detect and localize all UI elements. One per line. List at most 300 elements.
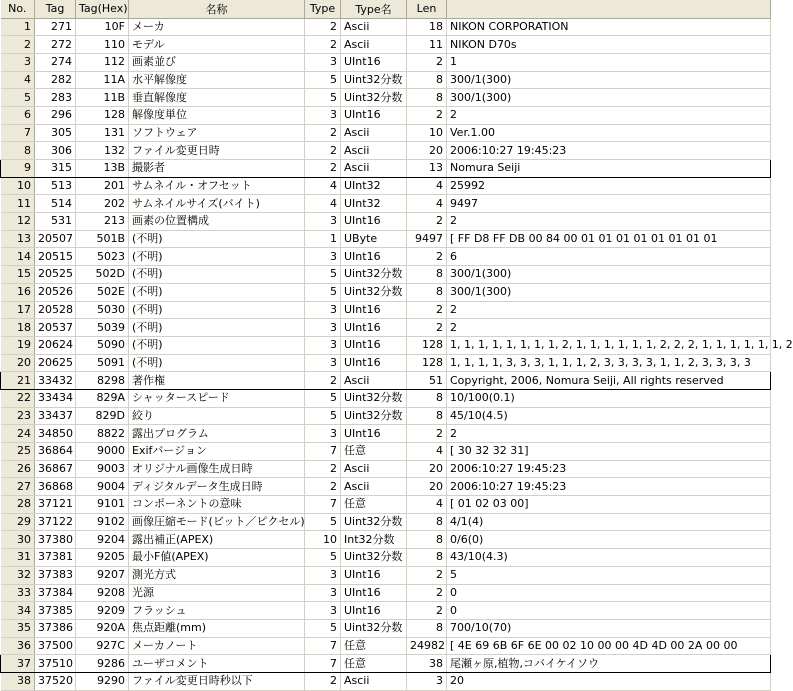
cell-tag: 37384 xyxy=(35,584,76,602)
cell-type: 5 xyxy=(305,266,341,284)
cell-tag: 34850 xyxy=(35,425,76,443)
table-row[interactable] xyxy=(1,336,771,354)
cell-type: 3 xyxy=(305,584,341,602)
cell-type-name: Ascii xyxy=(341,124,407,142)
cell-no: 30 xyxy=(1,531,35,549)
cell-len: 8 xyxy=(407,266,447,284)
cell-type: 3 xyxy=(305,213,341,231)
cell-tag: 36867 xyxy=(35,460,76,478)
cell-type-name: Uint32分数 xyxy=(341,71,407,89)
cell-tag: 20515 xyxy=(35,248,76,266)
cell-value: 0/6(0) xyxy=(447,531,771,549)
cell-len: 8 xyxy=(407,549,447,567)
cell-type: 5 xyxy=(305,513,341,531)
cell-value: Nomura Seiji xyxy=(447,160,771,178)
cell-type-name: Uint32分数 xyxy=(341,513,407,531)
cell-type: 3 xyxy=(305,106,341,124)
cell-no: 1 xyxy=(1,18,35,36)
cell-len: 8 xyxy=(407,407,447,425)
cell-name: メーカ xyxy=(129,18,305,36)
cell-name: (不明) xyxy=(129,319,305,337)
cell-tag-hex: 9004 xyxy=(76,478,129,496)
cell-tag-hex: 501B xyxy=(76,230,129,248)
column-header-type-name[interactable]: Type名 xyxy=(341,0,407,18)
cell-name: ファイル変更日時 xyxy=(129,142,305,160)
cell-tag-hex: 9204 xyxy=(76,531,129,549)
cell-len: 3 xyxy=(407,672,447,690)
cell-len: 8 xyxy=(407,283,447,301)
cell-len: 38 xyxy=(407,655,447,673)
cell-tag: 283 xyxy=(35,89,76,107)
table-row[interactable] xyxy=(1,213,771,231)
cell-len: 8 xyxy=(407,71,447,89)
cell-value: 45/10(4.5) xyxy=(447,407,771,425)
cell-tag-hex: 9286 xyxy=(76,655,129,673)
cell-value: 300/1(300) xyxy=(447,266,771,284)
cell-type-name: UInt32 xyxy=(341,177,407,195)
cell-no: 6 xyxy=(1,106,35,124)
cell-type-name: 任意 xyxy=(341,655,407,673)
cell-type-name: UInt16 xyxy=(341,213,407,231)
cell-len: 2 xyxy=(407,425,447,443)
cell-no: 10 xyxy=(1,177,35,195)
table-row[interactable] xyxy=(1,407,771,425)
cell-name: 画素並び xyxy=(129,53,305,71)
cell-name: (不明) xyxy=(129,248,305,266)
cell-no: 21 xyxy=(1,372,35,390)
cell-tag-hex: 9208 xyxy=(76,584,129,602)
table-row[interactable] xyxy=(1,513,771,531)
cell-name: 露出プログラム xyxy=(129,425,305,443)
cell-len: 2 xyxy=(407,106,447,124)
cell-type: 3 xyxy=(305,354,341,372)
cell-value: 1, 1, 1, 1, 1, 1, 1, 1, 2, 1, 1, 1, 1, 1, 1, 2, 2, 2, 1, 1, 1, 1, 1, 1, 2 xyxy=(447,336,771,354)
cell-value: [ FF D8 FF DB 00 84 00 01 01 01 01 01 01 01 01 xyxy=(447,230,771,248)
cell-len: 8 xyxy=(407,531,447,549)
cell-no: 2 xyxy=(1,36,35,54)
table-row[interactable] xyxy=(1,230,771,248)
cell-tag-hex: 9102 xyxy=(76,513,129,531)
cell-tag: 37121 xyxy=(35,496,76,514)
cell-no: 31 xyxy=(1,549,35,567)
cell-value: 43/10(4.3) xyxy=(447,549,771,567)
cell-tag-hex: 8298 xyxy=(76,372,129,390)
table-row[interactable] xyxy=(1,443,771,461)
table-row[interactable] xyxy=(1,283,771,301)
cell-value: 9497 xyxy=(447,195,771,213)
table-body xyxy=(1,18,793,690)
cell-tag-hex: 9101 xyxy=(76,496,129,514)
cell-no: 36 xyxy=(1,637,35,655)
cell-type-name: Ascii xyxy=(341,36,407,54)
cell-no: 27 xyxy=(1,478,35,496)
cell-no: 25 xyxy=(1,443,35,461)
cell-no: 8 xyxy=(1,142,35,160)
cell-name: (不明) xyxy=(129,301,305,319)
cell-type: 5 xyxy=(305,389,341,407)
cell-type: 7 xyxy=(305,655,341,673)
cell-tag-hex: 8822 xyxy=(76,425,129,443)
cell-tag-hex: 829A xyxy=(76,389,129,407)
cell-type-name: Ascii xyxy=(341,372,407,390)
cell-no: 22 xyxy=(1,389,35,407)
cell-type-name: Ascii xyxy=(341,460,407,478)
cell-type: 7 xyxy=(305,443,341,461)
cell-type-name: Ascii xyxy=(341,672,407,690)
column-header-type[interactable]: Type xyxy=(305,0,341,18)
cell-name: ファイル変更日時秒以下 xyxy=(129,672,305,690)
cell-no: 38 xyxy=(1,672,35,690)
table-row[interactable] xyxy=(1,655,771,673)
cell-tag: 306 xyxy=(35,142,76,160)
table-row[interactable] xyxy=(1,372,771,390)
table-row[interactable] xyxy=(1,566,771,584)
table-row[interactable] xyxy=(1,619,771,637)
table-row[interactable] xyxy=(1,389,771,407)
cell-type: 3 xyxy=(305,425,341,443)
cell-type: 3 xyxy=(305,566,341,584)
cell-type: 2 xyxy=(305,142,341,160)
cell-type: 5 xyxy=(305,619,341,637)
cell-value: 700/10(70) xyxy=(447,619,771,637)
cell-name: オリジナル画像生成日時 xyxy=(129,460,305,478)
cell-no: 34 xyxy=(1,602,35,620)
cell-tag-hex: 128 xyxy=(76,106,129,124)
cell-name: ユーザコメント xyxy=(129,655,305,673)
cell-type: 3 xyxy=(305,248,341,266)
cell-type-name: Uint32分数 xyxy=(341,89,407,107)
cell-tag: 531 xyxy=(35,213,76,231)
cell-tag: 282 xyxy=(35,71,76,89)
cell-tag: 37122 xyxy=(35,513,76,531)
cell-len: 10 xyxy=(407,124,447,142)
cell-len: 2 xyxy=(407,602,447,620)
cell-value: 2006:10:27 19:45:23 xyxy=(447,142,771,160)
cell-len: 8 xyxy=(407,89,447,107)
cell-name: (不明) xyxy=(129,266,305,284)
cell-no: 24 xyxy=(1,425,35,443)
cell-no: 17 xyxy=(1,301,35,319)
table-row[interactable] xyxy=(1,195,771,213)
cell-type-name: UInt32 xyxy=(341,195,407,213)
table-row[interactable] xyxy=(1,584,771,602)
cell-len: 18 xyxy=(407,18,447,36)
cell-tag-hex: 9000 xyxy=(76,443,129,461)
cell-len: 24982 xyxy=(407,637,447,655)
cell-name: 測光方式 xyxy=(129,566,305,584)
cell-len: 128 xyxy=(407,354,447,372)
cell-name: 画像圧縮モード(ビット／ピクセル) xyxy=(129,513,305,531)
cell-len: 2 xyxy=(407,566,447,584)
cell-type-name: UInt16 xyxy=(341,584,407,602)
table-row[interactable] xyxy=(1,36,771,54)
column-header-no[interactable]: No. xyxy=(1,0,35,18)
cell-no: 19 xyxy=(1,336,35,354)
cell-type-name: Uint32分数 xyxy=(341,407,407,425)
cell-no: 29 xyxy=(1,513,35,531)
cell-tag: 271 xyxy=(35,18,76,36)
cell-tag-hex: 502E xyxy=(76,283,129,301)
table-row[interactable] xyxy=(1,354,771,372)
cell-value: Ver.1.00 xyxy=(447,124,771,142)
cell-name: フラッシュ xyxy=(129,602,305,620)
cell-value: [ 30 32 32 31] xyxy=(447,443,771,461)
cell-name: 焦点距離(mm) xyxy=(129,619,305,637)
table-row[interactable] xyxy=(1,89,771,107)
cell-type-name: UInt16 xyxy=(341,53,407,71)
cell-value: 300/1(300) xyxy=(447,89,771,107)
cell-value: 2006:10:27 19:45:23 xyxy=(447,478,771,496)
cell-no: 13 xyxy=(1,230,35,248)
cell-value: Copyright, 2006, Nomura Seiji, All rights reserved xyxy=(447,372,771,390)
cell-tag: 296 xyxy=(35,106,76,124)
cell-name: ソフトウェア xyxy=(129,124,305,142)
cell-name: (不明) xyxy=(129,283,305,301)
cell-tag-hex: 920A xyxy=(76,619,129,637)
cell-type-name: Ascii xyxy=(341,18,407,36)
cell-type-name: Uint32分数 xyxy=(341,619,407,637)
cell-tag-hex: 9207 xyxy=(76,566,129,584)
table-row[interactable] xyxy=(1,53,771,71)
column-header-len[interactable]: Len xyxy=(407,0,447,18)
cell-type: 5 xyxy=(305,71,341,89)
cell-value: 6 xyxy=(447,248,771,266)
cell-name: 絞り xyxy=(129,407,305,425)
cell-value: 0 xyxy=(447,584,771,602)
table-row[interactable] xyxy=(1,319,771,337)
cell-name: 垂直解像度 xyxy=(129,89,305,107)
cell-type: 1 xyxy=(305,230,341,248)
cell-len: 2 xyxy=(407,53,447,71)
cell-no: 9 xyxy=(1,160,35,178)
table-row[interactable] xyxy=(1,602,771,620)
cell-value: 尾瀬ヶ原,植物,コバイケイソウ xyxy=(447,655,771,673)
cell-type: 2 xyxy=(305,460,341,478)
cell-len: 8 xyxy=(407,513,447,531)
cell-value: 1, 1, 1, 1, 3, 3, 3, 1, 1, 1, 2, 3, 3, 3, 3, 1, 1, 2, 3, 3, 3, 3 xyxy=(447,354,771,372)
cell-tag: 514 xyxy=(35,195,76,213)
cell-tag-hex: 5023 xyxy=(76,248,129,266)
cell-tag-hex: 9003 xyxy=(76,460,129,478)
cell-value: 2 xyxy=(447,213,771,231)
cell-tag: 20625 xyxy=(35,354,76,372)
table-row[interactable] xyxy=(1,160,771,178)
cell-value: 2 xyxy=(447,425,771,443)
cell-value: 0 xyxy=(447,602,771,620)
table-row[interactable] xyxy=(1,106,771,124)
table-row[interactable] xyxy=(1,672,771,690)
cell-type-name: UInt16 xyxy=(341,425,407,443)
table-row[interactable] xyxy=(1,71,771,89)
cell-len: 9497 xyxy=(407,230,447,248)
cell-no: 16 xyxy=(1,283,35,301)
cell-len: 8 xyxy=(407,389,447,407)
header-row xyxy=(1,0,771,18)
cell-type: 3 xyxy=(305,53,341,71)
cell-tag: 37380 xyxy=(35,531,76,549)
cell-type-name: 任意 xyxy=(341,443,407,461)
cell-type: 2 xyxy=(305,160,341,178)
cell-value: [ 01 02 03 00] xyxy=(447,496,771,514)
table-row[interactable] xyxy=(1,266,771,284)
cell-type-name: UByte xyxy=(341,230,407,248)
cell-tag: 37381 xyxy=(35,549,76,567)
cell-name: 解像度単位 xyxy=(129,106,305,124)
cell-tag-hex: 131 xyxy=(76,124,129,142)
cell-tag: 37520 xyxy=(35,672,76,690)
cell-no: 26 xyxy=(1,460,35,478)
table-row[interactable] xyxy=(1,248,771,266)
cell-name: 撮影者 xyxy=(129,160,305,178)
table-row[interactable] xyxy=(1,301,771,319)
cell-tag: 33434 xyxy=(35,389,76,407)
cell-len: 4 xyxy=(407,177,447,195)
cell-type: 5 xyxy=(305,407,341,425)
cell-name: 露出補正(APEX) xyxy=(129,531,305,549)
cell-no: 15 xyxy=(1,266,35,284)
cell-no: 4 xyxy=(1,71,35,89)
cell-tag-hex: 5030 xyxy=(76,301,129,319)
cell-type: 5 xyxy=(305,283,341,301)
cell-name: サムネイルサイズ(バイト) xyxy=(129,195,305,213)
cell-type-name: 任意 xyxy=(341,496,407,514)
column-header-tag-hex[interactable]: Tag(Hex) xyxy=(76,0,129,18)
cell-value: [ 4E 69 6B 6F 6E 00 02 10 00 00 4D 4D 00 2A 00 00 xyxy=(447,637,771,655)
cell-value: NIKON D70s xyxy=(447,36,771,54)
column-header-name[interactable]: 名称 xyxy=(129,0,305,18)
cell-no: 18 xyxy=(1,319,35,337)
cell-name: メーカノート xyxy=(129,637,305,655)
cell-len: 128 xyxy=(407,336,447,354)
table-row[interactable] xyxy=(1,18,771,36)
cell-no: 20 xyxy=(1,354,35,372)
cell-no: 37 xyxy=(1,655,35,673)
column-header-value[interactable] xyxy=(447,0,771,18)
cell-name: コンポーネントの意味 xyxy=(129,496,305,514)
cell-value: NIKON CORPORATION xyxy=(447,18,771,36)
table-row[interactable] xyxy=(1,124,771,142)
cell-type: 3 xyxy=(305,336,341,354)
table-row[interactable] xyxy=(1,549,771,567)
cell-value: 10/100(0.1) xyxy=(447,389,771,407)
cell-name: (不明) xyxy=(129,336,305,354)
cell-value: 25992 xyxy=(447,177,771,195)
cell-len: 20 xyxy=(407,460,447,478)
cell-type: 4 xyxy=(305,177,341,195)
cell-tag: 36868 xyxy=(35,478,76,496)
cell-tag: 37500 xyxy=(35,637,76,655)
cell-tag: 305 xyxy=(35,124,76,142)
cell-tag-hex: 502D xyxy=(76,266,129,284)
cell-name: 画素の位置構成 xyxy=(129,213,305,231)
cell-type-name: Uint32分数 xyxy=(341,549,407,567)
cell-name: 光源 xyxy=(129,584,305,602)
cell-type: 2 xyxy=(305,478,341,496)
cell-type: 2 xyxy=(305,672,341,690)
cell-type-name: Uint32分数 xyxy=(341,389,407,407)
cell-tag-hex: 13B xyxy=(76,160,129,178)
cell-type-name: UInt16 xyxy=(341,354,407,372)
cell-name: シャッタースピード xyxy=(129,389,305,407)
table-row[interactable] xyxy=(1,531,771,549)
cell-len: 8 xyxy=(407,619,447,637)
table-row[interactable] xyxy=(1,460,771,478)
cell-value: 2 xyxy=(447,106,771,124)
cell-tag: 20525 xyxy=(35,266,76,284)
cell-type-name: UInt16 xyxy=(341,602,407,620)
cell-type: 3 xyxy=(305,319,341,337)
table-row[interactable] xyxy=(1,177,771,195)
cell-len: 2 xyxy=(407,584,447,602)
cell-tag-hex: 829D xyxy=(76,407,129,425)
cell-no: 12 xyxy=(1,213,35,231)
cell-no: 11 xyxy=(1,195,35,213)
cell-len: 20 xyxy=(407,478,447,496)
cell-value: 300/1(300) xyxy=(447,283,771,301)
cell-tag-hex: 213 xyxy=(76,213,129,231)
cell-name: モデル xyxy=(129,36,305,54)
cell-type-name: Uint32分数 xyxy=(341,266,407,284)
cell-no: 23 xyxy=(1,407,35,425)
cell-no: 14 xyxy=(1,248,35,266)
cell-tag-hex: 9205 xyxy=(76,549,129,567)
cell-len: 2 xyxy=(407,319,447,337)
cell-tag-hex: 112 xyxy=(76,53,129,71)
cell-type-name: UInt16 xyxy=(341,106,407,124)
cell-type-name: UInt16 xyxy=(341,566,407,584)
cell-len: 11 xyxy=(407,36,447,54)
cell-tag-hex: 5091 xyxy=(76,354,129,372)
cell-tag-hex: 202 xyxy=(76,195,129,213)
column-header-tag[interactable]: Tag xyxy=(35,0,76,18)
cell-type-name: Ascii xyxy=(341,478,407,496)
cell-name: 著作権 xyxy=(129,372,305,390)
cell-type: 7 xyxy=(305,496,341,514)
cell-tag-hex: 110 xyxy=(76,36,129,54)
cell-tag: 37386 xyxy=(35,619,76,637)
cell-type-name: UInt16 xyxy=(341,301,407,319)
cell-tag: 20537 xyxy=(35,319,76,337)
cell-type-name: Ascii xyxy=(341,160,407,178)
cell-tag-hex: 927C xyxy=(76,637,129,655)
cell-type: 2 xyxy=(305,18,341,36)
cell-type: 7 xyxy=(305,637,341,655)
cell-type: 2 xyxy=(305,36,341,54)
cell-type: 3 xyxy=(305,301,341,319)
cell-value: 20 xyxy=(447,672,771,690)
table-row[interactable] xyxy=(1,478,771,496)
cell-tag: 513 xyxy=(35,177,76,195)
cell-len: 13 xyxy=(407,160,447,178)
cell-type-name: UInt16 xyxy=(341,248,407,266)
table-row[interactable] xyxy=(1,637,771,655)
cell-tag: 37510 xyxy=(35,655,76,673)
cell-type: 5 xyxy=(305,89,341,107)
cell-tag: 36864 xyxy=(35,443,76,461)
cell-value: 5 xyxy=(447,566,771,584)
cell-tag: 20624 xyxy=(35,336,76,354)
cell-type: 2 xyxy=(305,372,341,390)
cell-len: 2 xyxy=(407,248,447,266)
cell-tag-hex: 9290 xyxy=(76,672,129,690)
cell-value: 300/1(300) xyxy=(447,71,771,89)
cell-tag-hex: 10F xyxy=(76,18,129,36)
table-row[interactable] xyxy=(1,425,771,443)
cell-len: 4 xyxy=(407,443,447,461)
table-row[interactable] xyxy=(1,142,771,160)
table-row[interactable] xyxy=(1,496,771,514)
cell-tag: 315 xyxy=(35,160,76,178)
